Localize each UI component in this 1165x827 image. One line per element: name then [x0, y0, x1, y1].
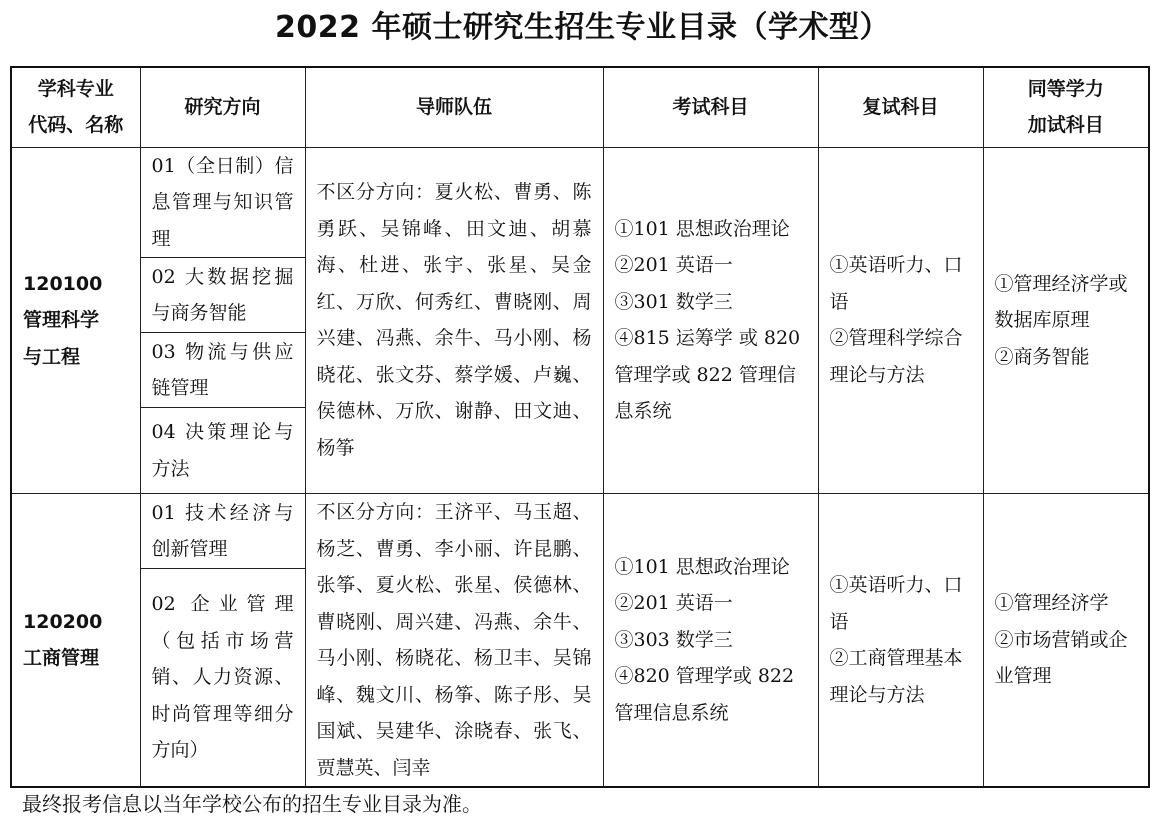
- direction-cell: 03 物流与供应链管理: [140, 333, 305, 408]
- header-retest: 复试科目: [818, 67, 983, 147]
- direction-cell: 04 决策理论与方法: [140, 408, 305, 494]
- major-cell: [11, 494, 140, 788]
- major-name: 管理科学: [23, 309, 100, 331]
- retest-cell: ①英语听力、口语 ②管理科学综合理论与方法: [818, 147, 983, 494]
- direction-cell: 01（全日制）信息管理与知识管理: [140, 147, 305, 258]
- major-name: 与工程: [23, 345, 81, 368]
- direction-cell: 01 技术经济与创新管理: [140, 494, 305, 569]
- admission-catalog-table: [10, 66, 1150, 788]
- header-extra: 同等学力 加试科目: [983, 67, 1149, 147]
- header-exam: 考试科目: [603, 67, 818, 147]
- exam-cell: ①101 思想政治理论 ②201 英语一 ③303 数学三 ④820 管理学或 822 管理信息系统: [603, 494, 818, 788]
- direction-cell: 02 大数据挖掘与商务智能: [140, 258, 305, 333]
- tutors-cell: 不区分方向：夏火松、曹勇、陈勇跃、吴锦峰、田文迪、胡慕海、杜进、张宇、张星、吴金红、万欣、何秀红、曹晓刚、周兴建、冯燕、余牛、马小刚、杨晓花、张文芬、蔡学媛、卢巍、侯德林、万欣、谢静、田文迪、杨筝: [305, 147, 603, 494]
- extra-cell: ①管理经济学 ②市场营销或企业管理: [983, 494, 1149, 788]
- extra-cell: ①管理经济学或数据库原理 ②商务智能: [983, 147, 1149, 494]
- major-code: 120100: [23, 272, 103, 295]
- direction-cell: 02 企业管理（包括市场营销、人力资源、时尚管理等细分方向）: [140, 569, 305, 787]
- header-row: [11, 67, 1149, 147]
- header-direction: 研究方向: [140, 67, 305, 147]
- retest-cell: ①英语听力、口语 ②工商管理基本理论与方法: [818, 494, 983, 788]
- tutors-cell: 不区分方向：王济平、马玉超、杨芝、曹勇、李小丽、许昆鹏、张筝、夏火松、张星、侯德林、曹晓刚、周兴建、冯燕、余牛、马小刚、杨晓花、杨卫丰、吴锦峰、魏文川、杨筝、陈子彤、吴国斌、吴建华、涂晓春、张飞、贾慧英、闫幸: [305, 494, 603, 788]
- major-code: 120200: [23, 610, 103, 633]
- major-cell: [11, 147, 140, 494]
- page-title: 2022 年硕士研究生招生专业目录（学术型）: [275, 10, 890, 45]
- header-tutors: 导师队伍: [305, 67, 603, 147]
- exam-cell: ①101 思想政治理论 ②201 英语一 ③301 数学三 ④815 运筹学 或 820 管理学或 822 管理信息系统: [603, 147, 818, 494]
- header-major: 学科专业 代码、名称: [11, 67, 140, 147]
- footer-note: 最终报考信息以当年学校公布的招生专业目录为准。: [22, 792, 482, 816]
- major-name: 工商管理: [23, 647, 100, 669]
- table-row: [11, 494, 1149, 569]
- table-row: [11, 147, 1149, 258]
